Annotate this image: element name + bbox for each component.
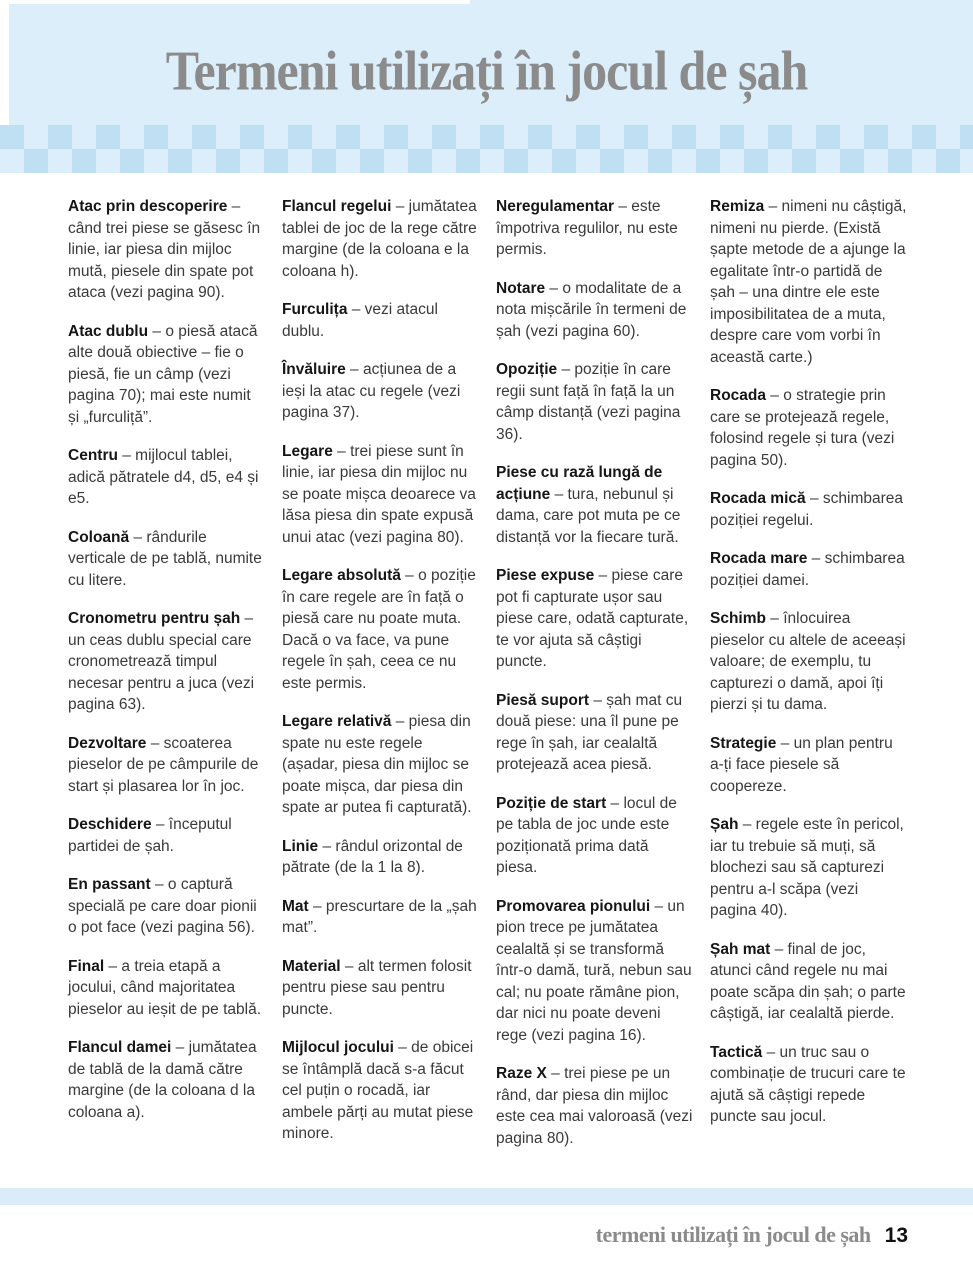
footer-bar [0,1188,973,1205]
glossary-term: Piese expuse [496,567,595,584]
glossary-term: Legare [282,442,333,460]
glossary-entry [710,608,908,716]
glossary-term: Șah [710,816,739,833]
glossary-term: Deschidere [68,816,152,833]
glossary-entry [710,548,908,591]
glossary-definition: – trei piese sunt în linie, iar piesa din mijloc nu se poate mișca deoarece va lăsa piesa din spate expusă unui atac (vezi pagina 80). [282,442,476,546]
glossary-definition: – înlocuirea pieselor cu altele de aceeași valoare; de exemplu, tu capturezi o damă, apoi îți pierzi și tu dama. [710,610,906,713]
glossary-term: Linie [282,837,319,855]
glossary-entry [496,196,694,261]
glossary-term: En passant [68,876,151,893]
glossary-definition: – schimbarea poziției damei. [710,550,905,589]
glossary-definition: – regele este în pericol, iar tu trebuie să muți, să blochezi sau să capturezi pentru a-l scăpa (vezi pagina 40). [710,816,904,919]
glossary-term: Mijlocul jocului [282,1039,394,1056]
glossary-definition: – o strategie prin care se protejează regele, folosind regele și tura (vezi pagina 50). [710,387,895,469]
glossary-entry [496,793,694,879]
glossary-entry [68,956,266,1021]
glossary-entry [496,359,694,445]
glossary-term: Centru [68,447,118,464]
glossary-definition: – vezi atacul dublu. [282,301,438,340]
glossary-entry [496,690,694,776]
glossary-entry [496,896,694,1047]
glossary-term: Remiza [710,198,765,215]
glossary-term: Șah mat [710,940,771,958]
glossary-definition: – o poziție în care regele are în față o piesă care nu poate muta. Dacă o va face, va pune regele în șah, ceea ce nu este permis. [282,567,476,692]
scan-top-margin [0,0,470,4]
glossary-term: Schimb [710,610,766,627]
glossary-entry [496,278,694,343]
glossary-definition: – jumătatea de tablă de la damă către margine (de la coloana d la coloana a). [68,1039,257,1121]
glossary-entry [710,814,908,922]
glossary-definition: – rândul orizontal de pătrate (de la 1 la 8). [282,837,463,876]
glossary-column [68,196,266,1166]
glossary-term: Cronometru pentru șah [68,610,241,627]
glossary-entry [68,445,266,510]
glossary-definition: – jumătatea tablei de joc de la rege către margine (de la coloana e la coloana h). [282,198,477,280]
glossary-column [496,196,694,1166]
glossary-definition: – un plan pentru a-ți face piesele să coopereze. [710,734,893,795]
glossary-definition: – acțiunea de a ieși la atac cu regele (vezi pagina 37). [282,361,461,421]
glossary-entry [282,441,480,549]
glossary-entry [282,1037,480,1145]
glossary-definition: – mijlocul tablei, adică pătratele d4, d5, e4 și e5. [68,447,259,507]
glossary-definition: – tura, nebunul și dama, care pot muta pe ce distanță vor la fiecare tură. [496,485,681,546]
glossary-definition: – scoaterea pieselor de pe câmpurile de start și plasarea lor în joc. [68,734,259,795]
glossary-definition: – este împotriva regulilor, nu este permis. [496,198,678,258]
glossary-column [282,196,480,1166]
glossary-term: Flancul regelui [282,198,392,215]
glossary-definition: – un truc sau o combinație de trucuri care te ajută să câștigi repede puncte sau jocul. [710,1043,906,1125]
glossary-entry [68,196,266,304]
glossary-entry [282,836,480,879]
glossary-columns [68,196,908,1166]
glossary-entry [68,608,266,716]
glossary-definition: – de obicei se întâmplă dacă s-a făcut cel puțin o rocadă, iar ambele părți au mutat piese minore. [282,1039,474,1142]
glossary-entry [282,956,480,1021]
glossary-term: Rocada [710,387,766,404]
glossary-entry [68,874,266,939]
glossary-term: Coloană [68,528,130,546]
glossary-definition: – șah mat cu două piese: una îl pune pe rege în șah, iar cealaltă protejează acea piesă. [496,691,683,773]
glossary-entry [496,565,694,673]
glossary-entry [710,196,908,368]
glossary-definition: – locul de pe tabla de joc unde este poziționată prima dată piesa. [496,794,677,876]
glossary-definition: – o modalitate de a nota mișcările în termeni de șah (vezi pagina 60). [496,279,687,340]
glossary-term: Mat [282,897,309,915]
glossary-definition: – prescurtare de la „șah mat”. [282,897,477,936]
glossary-entry [710,385,908,471]
glossary-term: Flancul damei [68,1039,172,1056]
glossary-entry [710,939,908,1025]
glossary-definition: – o piesă atacă alte două obiective – fie o piesă, fie un câmp (vezi pagina 70); mai este numit și „furculiță”. [68,322,258,426]
glossary-entry [68,527,266,592]
glossary-entry [282,299,480,342]
glossary-definition: – a treia etapă a jocului, când majoritatea pieselor au ieșit de pe tablă. [68,957,262,1018]
glossary-term: Tactică [710,1043,763,1061]
glossary-entry [68,733,266,798]
glossary-entry [282,896,480,939]
glossary-definition: – alt termen folosit pentru piese sau pentru puncte. [282,957,472,1018]
glossary-term: Rocada mică [710,490,806,507]
glossary-definition: – nimeni nu câștigă, nimeni nu pierde. (Există șapte metode de a ajunge la egalitate într-o partidă de șah – una dintre ele este imposibilitatea de a muta, despre care vom vorbi în această carte.) [710,198,907,366]
glossary-term: Legare absolută [282,567,401,584]
glossary-definition: – trei piese pe un rând, dar piesa din mijloc este cea mai valoroasă (vezi pagina 80). [496,1065,693,1147]
glossary-definition: – un pion trece pe jumătatea cealaltă și se transformă într-o damă, tură, nebun sau cal; nu poate rămâne pion, dar nici nu poate deveni rege (vezi pagina 16). [496,897,692,1044]
glossary-term: Furculița [282,301,348,318]
footer-title: termeni utilizați în jocul de șah [595,1222,871,1247]
glossary-term: Strategie [710,734,777,752]
glossary-definition: – o captură specială pe care doar pionii o pot face (vezi pagina 56). [68,876,257,936]
glossary-term: Promovarea pionului [496,897,651,915]
glossary-entry [68,1037,266,1123]
glossary-definition: – piese care pot fi capturate ușor sau piese care, odată capturate, te vor ajuta să câștigi puncte. [496,567,689,670]
glossary-definition: – final de joc, atunci când regele nu mai poate scăpa din șah; o parte câștigă, iar cealaltă pierde. [710,940,906,1022]
glossary-entry [496,462,694,548]
glossary-term: Legare relativă [282,713,392,730]
glossary-definition: – poziție în care regii sunt față în față la un câmp distanță (vezi pagina 36). [496,361,681,443]
glossary-entry [710,733,908,798]
glossary-entry [496,1063,694,1149]
glossary-entry [68,814,266,857]
glossary-term: Material [282,957,341,975]
glossary-term: Atac prin descoperire [68,198,228,215]
glossary-term: Neregulamentar [496,198,615,215]
glossary-term: Opoziție [496,361,558,378]
glossary-term: Notare [496,279,546,297]
glossary-term: Atac dublu [68,322,149,340]
glossary-entry [710,1042,908,1128]
page-title: Termeni utilizați în jocul de șah [165,39,808,102]
glossary-entry [282,565,480,694]
glossary-definition: – schimbarea poziției regelui. [710,490,903,529]
glossary-term: Final [68,957,105,975]
glossary-definition: – rândurile verticale de pe tablă, numite cu litere. [68,528,262,589]
glossary-definition: – începutul partidei de șah. [68,816,232,855]
glossary-term: Dezvoltare [68,734,147,752]
glossary-term: Rocada mare [710,550,808,567]
glossary-term: Poziție de start [496,794,607,812]
page-header [0,0,973,173]
glossary-entry [282,359,480,424]
glossary-term: Raze X [496,1065,547,1082]
page-number: 13 [884,1224,908,1247]
glossary-entry [710,488,908,531]
glossary-entry [282,196,480,282]
glossary-entry [68,321,266,429]
glossary-definition: – un ceas dublu special care cronometrează timpul necesar pentru a juca (vezi pagina 63). [68,610,255,713]
glossary-entry [282,711,480,819]
glossary-column [710,196,908,1166]
glossary-definition: – piesa din spate nu este regele (așadar, piesa din mijloc se poate mișca, dar piesa din spate ar putea fi capturată). [282,713,472,816]
checkerboard-border [0,125,973,173]
glossary-definition: – când trei piese se găsesc în linie, iar piesa din mijloc mută, piesele din spate pot ataca (vezi pagina 90). [68,198,261,301]
glossary-term: Piesă suport [496,691,590,709]
page-footer [0,1222,908,1248]
glossary-term: Piese cu rază lungă de acțiune [496,464,663,503]
glossary-term: Învăluire [282,361,346,378]
